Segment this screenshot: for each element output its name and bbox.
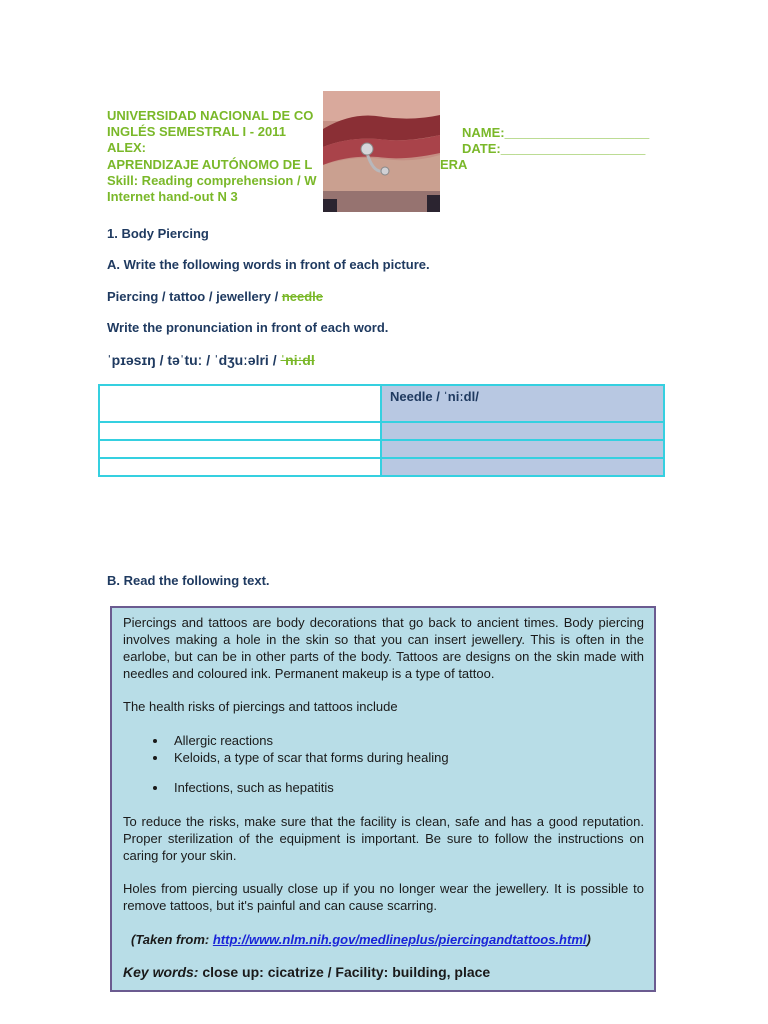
keywords-text: close up: cicatrize / Facility: building, place	[198, 964, 491, 980]
source-suffix: )	[586, 932, 591, 947]
table-cell[interactable]	[99, 422, 381, 440]
table-row	[99, 385, 664, 422]
table-cell[interactable]	[99, 440, 381, 458]
table-row	[99, 422, 664, 440]
header-teacher: ALEX:	[107, 140, 146, 155]
table-row	[99, 440, 664, 458]
reading-text-box	[110, 606, 656, 992]
list-item: • Infections, such as hepatitis	[168, 779, 644, 796]
table-row	[99, 458, 664, 476]
pronunciation-needle-crossed: ˈniːdl	[280, 352, 315, 368]
header-program-end: ERA	[440, 157, 468, 172]
paragraph-risks-intro: The health risks of piercings and tattoos include	[123, 699, 398, 714]
table-cell[interactable]	[99, 385, 381, 422]
lip-piercing-photo	[323, 91, 440, 212]
list-item: • Keloids, a type of scar that forms during healing	[168, 749, 644, 766]
header-program: APRENDIZAJE AUTÓNOMO DE L	[107, 157, 313, 172]
section-b-title: B. Read the following text.	[107, 573, 270, 588]
keywords-label: Key words:	[123, 964, 199, 980]
source-prefix: (Taken from:	[131, 932, 213, 947]
paragraph-intro: Piercings and tattoos are body decorations that go back to ancient times. Body piercing involves making a hole in the skin so that you can insert jewellery. This is often in the earlobe, but can be in other parts of the body. Tattoos are designs on the skin made with needles and coloured ink. Permanent makeup is a type of tattoo.	[123, 615, 644, 681]
header-course: INGLÉS SEMESTRAL I - 2011	[107, 124, 286, 139]
pronunciation-list	[107, 352, 315, 368]
vocabulary-table	[98, 384, 665, 477]
name-field-label: NAME:____________________	[462, 125, 650, 140]
instruction-pronunciation: Write the pronunciation in front of each word.	[107, 320, 389, 335]
section-title: 1. Body Piercing	[107, 226, 209, 241]
keywords-line	[123, 964, 644, 981]
table-cell[interactable]	[381, 458, 664, 476]
word-needle-crossed: needle	[281, 289, 324, 304]
word-list	[107, 289, 323, 304]
table-cell[interactable]	[381, 422, 664, 440]
instruction-a: A. Write the following words in front of each picture.	[107, 257, 430, 272]
header-university: UNIVERSIDAD NACIONAL DE CO	[107, 108, 314, 123]
risks-list	[123, 732, 644, 796]
pronunciation-text: ˈpɪəsɪŋ / təˈtuː / ˈdʒuːəlri /	[107, 352, 281, 368]
paragraph-reduce-risks: To reduce the risks, make sure that the facility is clean, safe and has a good reputation. Proper sterilization of the equipment is important. Be sure to follow the instructions on caring for your skin.	[123, 814, 644, 863]
table-cell-needle: Needle / ˈniːdl/	[381, 385, 664, 422]
header-handout: Internet hand-out N 3	[107, 189, 238, 204]
table-cell[interactable]	[99, 458, 381, 476]
source-link[interactable]: http://www.nlm.nih.gov/medlineplus/piercingandtattoos.html	[212, 932, 587, 947]
source-line	[123, 931, 644, 948]
header-skill: Skill: Reading comprehension / W	[107, 173, 317, 188]
list-item: • Allergic reactions	[168, 732, 644, 749]
table-cell[interactable]	[381, 440, 664, 458]
word-list-text: Piercing / tattoo / jewellery /	[107, 289, 282, 304]
date-field-label: DATE:____________________	[462, 141, 646, 156]
paragraph-holes: Holes from piercing usually close up if you no longer wear the jewellery. It is possible to remove tattoos, but it's painful and can cause scarring.	[123, 881, 644, 913]
